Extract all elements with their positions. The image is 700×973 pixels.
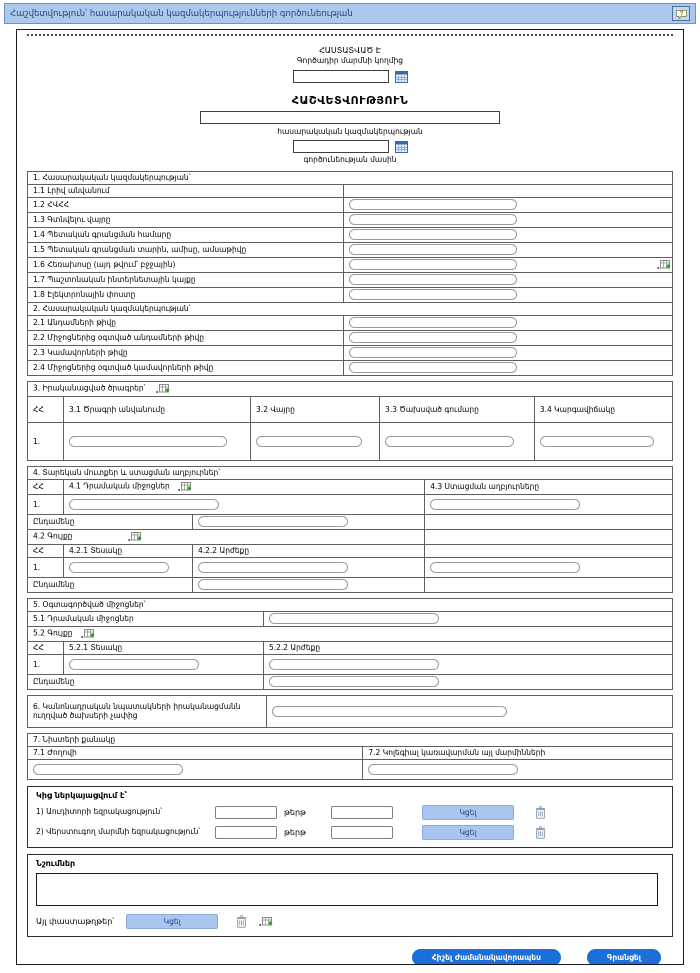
input-volunteers-benefited-count[interactable] xyxy=(349,362,517,373)
help-button[interactable] xyxy=(672,6,690,21)
section5-property-title: 5.2 Գույքը xyxy=(33,628,73,638)
col-header-program-name: 3.1 Ծրագրի անվանումը xyxy=(64,396,251,422)
register-button[interactable]: Գրանցել xyxy=(587,949,661,965)
label-6: 6. Կանոնադրական նպատակների իրականացմանն ուղղված ծախսերի չափից xyxy=(28,695,267,727)
attach-supervisory-button[interactable]: Կցել xyxy=(422,825,514,840)
attach-other-docs-button[interactable]: Կցել xyxy=(126,914,218,929)
trash-icon[interactable] xyxy=(535,806,546,819)
add-table-icon[interactable] xyxy=(259,916,273,927)
col-header-value: 5.2.2 Արժեքը xyxy=(263,641,672,654)
calendar-icon[interactable] xyxy=(395,70,408,83)
add-table-icon[interactable] xyxy=(657,259,671,270)
table-row xyxy=(28,557,673,577)
col-header-amount: 3.3 Ծախսված գումարը xyxy=(380,396,535,422)
auditor-label: 1) Աուդիտորի եզրակացություն՝ xyxy=(36,807,163,817)
section3-title: 3. Իրականացված ծրագրեր՝ xyxy=(33,383,146,393)
input-statutory-expense-share[interactable] xyxy=(272,706,507,717)
input-used-property-total[interactable] xyxy=(269,676,439,687)
input-monetary-total[interactable] xyxy=(198,516,348,527)
label-1-4: 1.4 Պետական գրանցման համարը xyxy=(28,227,344,242)
calendar-icon[interactable] xyxy=(395,140,408,153)
total-label: Ընդամենը xyxy=(28,674,264,689)
section4-property-title: 4.2 Գույքը xyxy=(33,531,73,541)
input-property-type[interactable] xyxy=(69,562,169,573)
section-7-table xyxy=(27,733,673,780)
attach-auditor-button[interactable]: Կցել xyxy=(422,805,514,820)
add-table-icon[interactable] xyxy=(128,532,142,541)
input-members-benefited-count[interactable] xyxy=(349,332,517,343)
save-temporarily-button[interactable]: Հիշել ժամանակավորապես xyxy=(412,949,561,965)
approved-block xyxy=(27,45,673,83)
input-reg-date[interactable] xyxy=(349,244,517,255)
window-titlebar xyxy=(4,3,696,24)
sheet-label: թերթ xyxy=(284,827,306,837)
input-program-status[interactable] xyxy=(540,436,654,447)
col-header-place: 3.2 Վայրը xyxy=(251,396,380,422)
label-1-8: 1.8 Էլեկտրոնային փոստը xyxy=(28,287,344,302)
cell-1-1 xyxy=(344,184,673,197)
label-2-2: 2.2 Միջոցներից օգտված անդամների թիվը xyxy=(28,330,344,345)
input-used-property-type[interactable] xyxy=(69,659,199,670)
input-auditor-sheet-count[interactable] xyxy=(215,806,277,819)
row-index: 1. xyxy=(28,557,64,577)
add-table-icon[interactable] xyxy=(156,384,170,393)
notes-title: Նշումներ xyxy=(36,858,76,868)
label-1-3: 1.3 Գտնվելու վայրը xyxy=(28,212,344,227)
approved-line1: ՀԱՍՏԱՏՎԱԾ Է xyxy=(319,46,381,55)
page-title: Հաշվետվություն՝ հասարակական կազմակերպությունների գործունեության xyxy=(10,8,353,19)
attachments-section xyxy=(27,786,673,848)
input-members-count[interactable] xyxy=(349,317,517,328)
total-label: Ընդամենը xyxy=(28,514,193,529)
table-row xyxy=(28,422,673,460)
org-name-input[interactable] xyxy=(200,111,500,124)
supervisory-label: 2) Վերստուգող մարմնի եզրակացություն՝ xyxy=(36,827,201,837)
help-icon xyxy=(675,6,688,21)
attachment-row xyxy=(36,805,664,820)
input-property-total[interactable] xyxy=(198,579,348,590)
table-row xyxy=(28,654,673,674)
empty-cell xyxy=(425,544,673,557)
notes-section xyxy=(27,854,673,937)
label-1-7: 1.7 Պաշտոնական ինտերնետային կայքը xyxy=(28,272,344,287)
empty-cell xyxy=(425,514,673,529)
col-header-index: ՀՀ xyxy=(28,641,64,654)
report-period-input[interactable] xyxy=(293,140,389,153)
col-header-index: ՀՀ xyxy=(28,396,64,422)
section-3-table xyxy=(27,381,673,461)
label-1-2: 1.2 ՀՎՀՀ xyxy=(28,197,344,212)
table-row xyxy=(28,494,673,514)
report-title: ՀԱՇՎԵՏՎՈՒԹՅՈՒՆ xyxy=(291,93,409,107)
add-table-icon[interactable] xyxy=(81,629,95,638)
input-used-property-value[interactable] xyxy=(269,659,439,670)
label-7-1: 7.1 Ժողովի xyxy=(28,746,363,759)
section7-title: 7. Նիստերի քանակը xyxy=(28,733,673,746)
svg-text:?: ? xyxy=(679,11,683,18)
label-1-5: 1.5 Պետական գրանցման տարին, ամիսը, ամսաթիվը xyxy=(28,242,344,257)
row-index: 1. xyxy=(28,494,64,514)
section-6-table xyxy=(27,695,673,728)
other-docs-label: Այլ փաստաթղթեր՝ xyxy=(36,916,115,926)
input-website[interactable] xyxy=(349,274,517,285)
row-index: 1. xyxy=(28,654,64,674)
input-used-monetary[interactable] xyxy=(269,613,439,624)
attachment-row xyxy=(36,825,664,840)
input-supervisory-sheet-count[interactable] xyxy=(215,826,277,839)
sheet-label: թերթ xyxy=(284,807,306,817)
input-program-amount[interactable] xyxy=(385,436,514,447)
attachments-title: Կից ներկայացվում է՝ xyxy=(36,790,128,800)
section-5-table xyxy=(27,598,673,690)
input-other-bodies-sessions[interactable] xyxy=(368,764,518,775)
input-program-place[interactable] xyxy=(256,436,362,447)
input-email[interactable] xyxy=(349,289,517,300)
form-body xyxy=(16,29,684,965)
empty-cell xyxy=(425,577,673,592)
input-monetary-funds[interactable] xyxy=(69,499,219,510)
row-index: 1. xyxy=(28,422,64,460)
input-supervisory-file[interactable] xyxy=(331,826,393,839)
empty-cell xyxy=(425,529,673,544)
input-source-1[interactable] xyxy=(430,499,580,510)
section5-title: 5. Օգտագործված միջոցներ՝ xyxy=(28,598,673,611)
col-header-index: ՀՀ xyxy=(28,479,64,494)
label-5-1: 5.1 Դրամական միջոցներ xyxy=(28,611,264,626)
input-auditor-file[interactable] xyxy=(331,806,393,819)
label-2-1: 2.1 Անդամների թիվը xyxy=(28,315,344,330)
about-caption: գործունեության մասին xyxy=(303,155,397,165)
input-phone[interactable] xyxy=(349,259,517,270)
trash-icon[interactable] xyxy=(236,915,247,928)
section2-title: 2. Հասարակական կազմակերպության՝ xyxy=(28,302,673,315)
section-1-2-table xyxy=(27,171,673,376)
add-table-icon[interactable] xyxy=(178,482,192,491)
label-1-6: 1.6 Հեռախոսը (այդ թվում՝ բջջային) xyxy=(28,257,344,272)
col-header-type: 5.2.1 Տեսակը xyxy=(64,641,264,654)
org-caption: հասարակական կազմակերպության xyxy=(277,126,423,136)
notes-textarea[interactable] xyxy=(36,873,658,906)
col-header-status: 3.4 Կարգավիճակը xyxy=(534,396,672,422)
footer-actions xyxy=(27,949,673,965)
col-header-type: 4.2.1 Տեսակը xyxy=(64,544,193,557)
input-reg-number[interactable] xyxy=(349,229,517,240)
label-2-3: 2.3 Կամավորների թիվը xyxy=(28,345,344,360)
input-source-2[interactable] xyxy=(430,562,580,573)
section4-title: 4. Տարեկան մուտքեր և ստացման աղբյուրներ՝ xyxy=(28,466,673,479)
col-header-value: 4.2.2 Արժեքը xyxy=(193,544,425,557)
label-7-2: 7.2 Կոլեգիալ կառավարման այլ մարմինների xyxy=(363,746,673,759)
col-header-monetary: 4.1 Դրամական միջոցներ xyxy=(69,481,170,491)
label-2-4: 2.4 Միջոցներից օգտված կամավորների թիվը xyxy=(28,360,344,375)
approved-line2: Գործադիր մարմնի կողմից xyxy=(297,56,403,66)
input-hvhh[interactable] xyxy=(349,199,517,210)
section1-title: 1. Հասարակական կազմակերպության՝ xyxy=(28,171,673,184)
section-4-table xyxy=(27,466,673,593)
input-program-name[interactable] xyxy=(69,436,227,447)
dotted-divider xyxy=(27,34,673,36)
trash-icon[interactable] xyxy=(535,826,546,839)
col-header-index: ՀՀ xyxy=(28,544,64,557)
approved-date-input[interactable] xyxy=(293,70,389,83)
col-header-sources: 4.3 Ստացման աղբյուրները xyxy=(425,479,673,494)
input-assembly-sessions[interactable] xyxy=(33,764,183,775)
input-location[interactable] xyxy=(349,214,517,225)
input-volunteers-count[interactable] xyxy=(349,347,517,358)
total-label: Ընդամենը xyxy=(28,577,193,592)
label-1-1: 1.1 Լրիվ անվանում xyxy=(28,184,344,197)
input-property-value[interactable] xyxy=(198,562,348,573)
